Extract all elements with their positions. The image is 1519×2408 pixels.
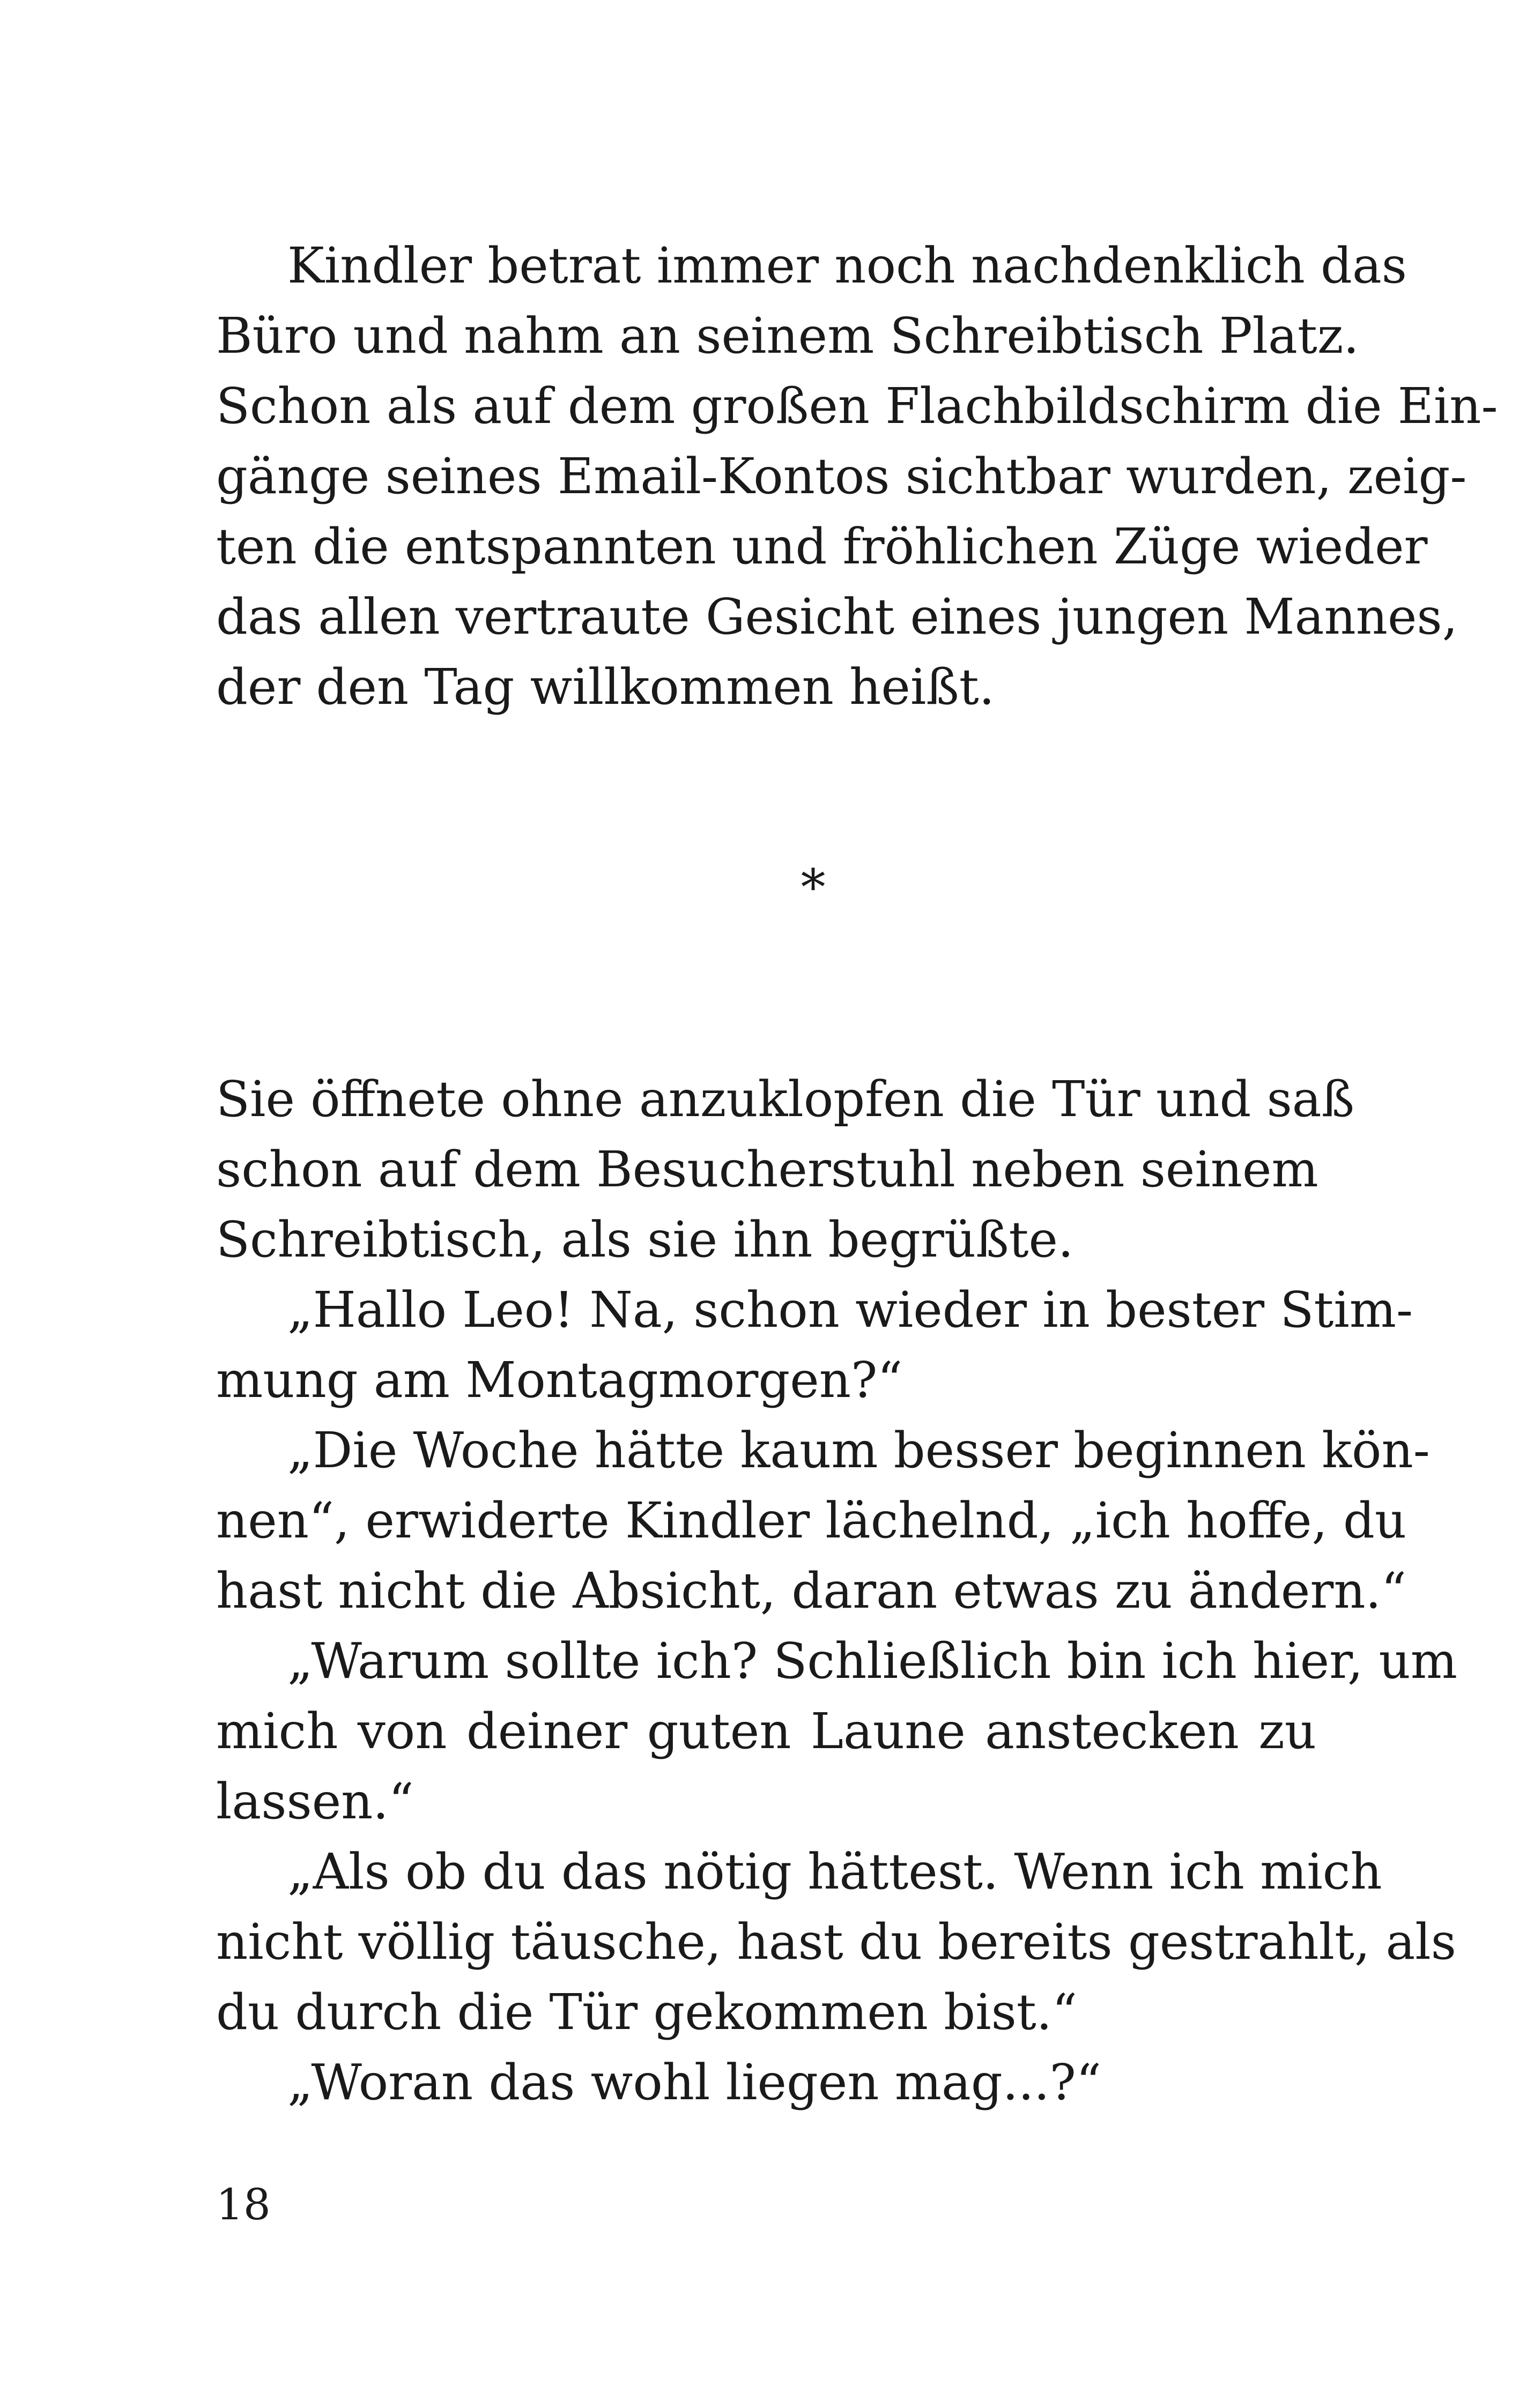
text-line: der den Tag willkommen heißt.	[216, 658, 995, 716]
text-line: Schreibtisch, als sie ihn begrüßte.	[216, 1211, 1074, 1268]
text-line: hast nicht die Absicht, daran etwas zu ändern.“	[216, 1562, 1406, 1619]
text-line: nen“, erwiderte Kindler lächelnd, „ich hoffe, du	[216, 1492, 1407, 1549]
text-line: „Die Woche hätte kaum besser beginnen kön-	[287, 1422, 1430, 1479]
text-line: das allen vertraute Gesicht eines jungen Mannes,	[216, 588, 1458, 645]
text-line: mich von deiner guten Laune anstecken zu	[216, 1703, 1316, 1760]
text-line: mung am Montagmorgen?“	[216, 1351, 903, 1409]
text-line: Kindler betrat immer noch nachdenklich das	[287, 237, 1407, 294]
text-line: ten die entspannten und fröhlichen Züge wieder	[216, 518, 1428, 575]
text-line: „Woran das wohl liegen mag...?“	[287, 2054, 1101, 2111]
text-line: gänge seines Email-Kontos sichtbar wurden, zeig-	[216, 448, 1467, 505]
paragraph-kindler-office	[216, 231, 1498, 722]
text-line: nicht völlig täusche, hast du bereits gestrahlt, als	[216, 1913, 1456, 1971]
text-line: schon auf dem Besucherstuhl neben seinem	[216, 1141, 1318, 1198]
text-line: du durch die Tür gekommen bist.“	[216, 1983, 1078, 2041]
text-line: „Als ob du das nötig hättest. Wenn ich mich	[287, 1843, 1382, 1900]
text-line: Schon als auf dem großen Flachbildschirm die Ein-	[216, 377, 1498, 435]
page-number: 18	[216, 2180, 271, 2229]
text-line: „Hallo Leo! Na, schon wieder in bester Stim-	[287, 1281, 1413, 1339]
text-line: „Warum sollte ich? Schließlich bin ich hier, um	[287, 1632, 1458, 1690]
text-line: lassen.“	[216, 1773, 414, 1830]
section-separator: *	[801, 859, 826, 916]
text-line: Sie öffnete ohne anzuklopfen die Tür und saß	[216, 1071, 1355, 1128]
dialogue-section	[216, 1064, 1458, 2117]
text-line: Büro und nahm an seinem Schreibtisch Platz.	[216, 307, 1359, 365]
